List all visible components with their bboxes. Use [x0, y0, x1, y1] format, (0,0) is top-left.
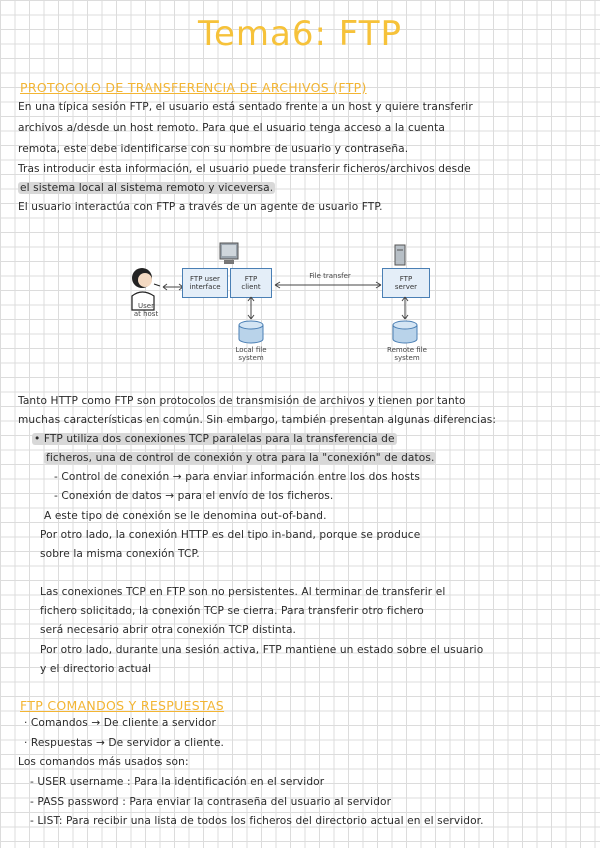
text-line-content: El usuario interactúa con FTP a través de un agente de usuario FTP.	[18, 201, 383, 213]
text-line	[44, 452, 436, 464]
ftp-diagram	[118, 238, 478, 378]
ftp-server-box: FTP server	[382, 268, 430, 298]
text-line-content: • FTP utiliza dos conexiones TCP paralelas para la transferencia de	[34, 433, 395, 445]
ftp-client-box: FTP client	[230, 268, 272, 298]
transfer-arrow-icon	[274, 280, 382, 290]
text-line-content: será necesario abrir otra conexión TCP distinta.	[40, 624, 297, 636]
text-line	[24, 737, 224, 749]
text-line	[18, 414, 496, 426]
remote-database-icon	[392, 320, 418, 344]
text-line-content: el sistema local al sistema remoto y viceversa.	[20, 182, 274, 194]
text-line	[54, 490, 333, 502]
text-line	[40, 663, 151, 675]
text-line	[24, 717, 216, 729]
text-line	[44, 510, 327, 522]
text-line	[32, 433, 397, 445]
text-line-content: Tanto HTTP como FTP son protocolos de transmisión de archivos y tienen por tanto	[18, 395, 466, 407]
text-line	[40, 548, 200, 560]
user-label: User at host	[133, 302, 159, 318]
text-line	[40, 605, 424, 617]
text-line	[30, 815, 484, 827]
text-line	[54, 471, 420, 483]
text-line-content: - LIST: Para recibir una lista de todos los ficheros del directorio actual en el servidor.	[30, 815, 484, 827]
local-file-system-label: Local file system	[235, 346, 267, 362]
text-line-content: archivos a/desde un host remoto. Para que el usuario tenga acceso a la cuenta	[18, 122, 445, 134]
text-line-content: - Control de conexión → para enviar información entre los dos hosts	[54, 471, 420, 483]
text-line-content: · Respuestas → De servidor a cliente.	[24, 737, 225, 749]
text-line	[40, 644, 483, 656]
text-line-content: remota, este debe identificarse con su nombre de usuario y contraseña.	[18, 143, 409, 155]
text-line-content: - PASS password : Para enviar la contraseña del usuario al servidor	[30, 796, 392, 808]
text-line	[18, 182, 275, 194]
text-line	[30, 796, 391, 808]
text-line	[18, 122, 445, 134]
text-line-content: · Comandos → De cliente a servidor	[24, 717, 216, 729]
text-line	[18, 163, 471, 175]
ftp-user-interface-box: FTP user interface	[182, 268, 228, 298]
server-tower-icon	[394, 244, 406, 266]
local-database-icon	[238, 320, 264, 344]
remote-file-system-label: Remote file system	[387, 346, 427, 362]
text-line-content: A este tipo de conexión se le denomina out-of-band.	[44, 510, 327, 522]
text-line	[18, 756, 189, 768]
text-line-content: - USER username : Para la identificación en el servidor	[30, 776, 325, 788]
client-to-local-arrow-icon	[246, 296, 256, 320]
text-line-content: muchas características en común. Sin embargo, también presentan algunas diferencias:	[18, 414, 497, 426]
double-arrow-icon	[162, 282, 184, 292]
text-line	[40, 624, 296, 636]
file-transfer-label: File transfer	[309, 272, 351, 280]
text-line-content: Tras introducir esta información, el usuario puede transferir ficheros/archivos desde	[18, 163, 471, 175]
text-line-content: Las conexiones TCP en FTP son no persistentes. Al terminar de transferir el	[40, 586, 446, 598]
page-title: Tema6: FTP	[198, 14, 402, 54]
text-line	[18, 101, 473, 113]
text-line	[40, 586, 445, 598]
text-line-content: ficheros, una de control de conexión y otra para la "conexión" de datos.	[46, 452, 435, 464]
text-line-content: fichero solicitado, la conexión TCP se cierra. Para transferir otro fichero	[40, 605, 424, 617]
text-line	[18, 143, 408, 155]
text-line	[40, 529, 420, 541]
text-line-content: Por otro lado, la conexión HTTP es del tipo in-band, porque se produce	[40, 529, 421, 541]
text-line	[30, 776, 324, 788]
server-to-remote-arrow-icon	[400, 296, 410, 320]
text-line-content: sobre la misma conexión TCP.	[40, 548, 200, 560]
text-line-content: En una típica sesión FTP, el usuario está sentado frente a un host y quiere transferir	[18, 101, 473, 113]
section-heading-commands: FTP COMANDOS Y RESPUESTAS	[20, 698, 225, 713]
text-line	[18, 201, 383, 213]
text-line-content: y el directorio actual	[40, 663, 152, 675]
computer-icon	[218, 242, 240, 268]
text-line	[18, 395, 466, 407]
section-heading-ftp: PROTOCOLO DE TRANSFERENCIA DE ARCHIVOS (FTP)	[20, 80, 367, 95]
text-line-content: Por otro lado, durante una sesión activa, FTP mantiene un estado sobre el usuario	[40, 644, 484, 656]
text-line-content: Los comandos más usados son:	[18, 756, 189, 768]
text-line-content: - Conexión de datos → para el envío de los ficheros.	[54, 490, 334, 502]
